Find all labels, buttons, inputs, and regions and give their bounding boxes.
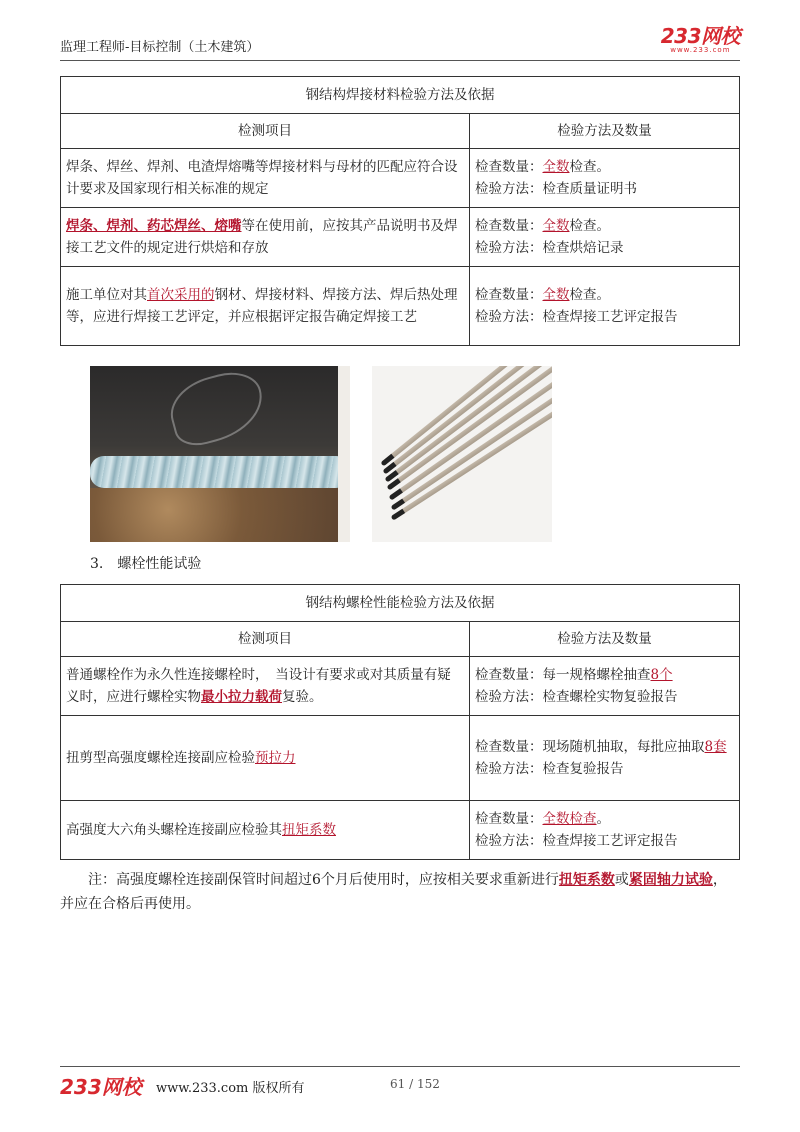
- photo-edge: [338, 366, 350, 542]
- column-header-item: 检测项目: [61, 114, 470, 149]
- method-cell: [470, 149, 740, 208]
- note-text: 注：高强度螺栓连接副保管时间超过6个月后使用时，应按相关要求重新进行: [88, 872, 559, 888]
- table-row: [61, 657, 740, 716]
- qty-label: 检查数量：: [475, 811, 543, 827]
- item-text: 焊条、焊丝、焊剂、电渣焊熔嘴等焊接材料与母材的匹配应符合设计要求及国家现行相关标准的规定: [66, 159, 458, 197]
- table-row: [61, 716, 740, 801]
- highlight-text: 8套: [704, 739, 727, 755]
- highlight-text: 首次采用的: [147, 287, 215, 303]
- table-row: [61, 267, 740, 346]
- rod-tip: [391, 509, 405, 521]
- highlight-text: 最小拉力载荷: [201, 689, 282, 705]
- qty-label: 检查数量：现场随机抽取，每批应抽取: [475, 739, 705, 755]
- chalk-mark: [163, 366, 270, 451]
- qty-label: 检查数量：: [475, 159, 543, 175]
- bolt-performance-table: [60, 584, 740, 860]
- item-text: 施工单位对其: [66, 287, 147, 303]
- item-text: 高强度大六角头螺栓连接副应检验其: [66, 822, 282, 838]
- highlight-text: 扭矩系数: [282, 822, 336, 838]
- method-text: 检验方法：检查螺栓实物复验报告: [475, 689, 678, 705]
- highlight-text: 全数: [542, 218, 570, 234]
- footer-logo: 233网校: [60, 1075, 142, 1099]
- copyright-text: www.233.com 版权所有: [156, 1081, 305, 1096]
- highlight-text: 预拉力: [255, 750, 296, 766]
- page-header: [60, 26, 740, 61]
- item-cell: [61, 657, 470, 716]
- qty-suffix: 。: [596, 811, 610, 827]
- item-cell: [61, 149, 470, 208]
- item-text: 扭剪型高强度螺栓连接副应检验: [66, 750, 255, 766]
- logo-url: www.233.com: [670, 46, 731, 54]
- qty-label: 检查数量：每一规格螺栓抽查: [475, 667, 651, 683]
- method-cell: [470, 657, 740, 716]
- section-heading: 3. 螺栓性能试验: [90, 556, 202, 572]
- highlight-text: 焊条、焊剂、药芯焊丝、熔嘴: [66, 218, 242, 234]
- logo-text: 233网校: [660, 24, 740, 48]
- column-header-item: 检测项目: [61, 622, 470, 657]
- rusty-plate: [90, 488, 350, 542]
- qty-suffix: 检查。: [569, 159, 610, 175]
- item-text: 复验。: [282, 689, 323, 705]
- item-cell: [61, 716, 470, 801]
- method-cell: [470, 801, 740, 860]
- table-caption: 钢结构螺栓性能检验方法及依据: [61, 585, 740, 622]
- method-cell: [470, 716, 740, 801]
- welding-materials-table: [60, 76, 740, 346]
- qty-label: 检查数量：: [475, 218, 543, 234]
- highlight-text: 紧固轴力试验: [628, 872, 713, 888]
- brand-logo: [661, 26, 740, 54]
- highlight-text: 全数: [542, 159, 570, 175]
- table-row: [61, 149, 740, 208]
- qty-suffix: 检查。: [569, 218, 610, 234]
- weld-bead: [90, 456, 350, 488]
- page-footer: [60, 1066, 740, 1101]
- qty-label: 检查数量：: [475, 287, 543, 303]
- method-cell: [470, 208, 740, 267]
- qty-suffix: 检查。: [569, 287, 610, 303]
- note-text: ，并应在合格后再使用。: [60, 872, 727, 912]
- method-text: 检验方法：检查复验报告: [475, 761, 624, 777]
- page-number: 61 / 152: [390, 1077, 440, 1091]
- highlight-text: 扭矩系数: [558, 872, 615, 888]
- note-text: 或: [614, 872, 629, 888]
- item-cell: [61, 801, 470, 860]
- welding-rods-photo: [372, 366, 552, 542]
- method-text: 检验方法：检查焊接工艺评定报告: [475, 309, 678, 325]
- highlight-text: 全数检查: [542, 811, 597, 827]
- method-text: 检验方法：检查焊接工艺评定报告: [475, 833, 678, 849]
- item-text: 等在使用前，应按其产品说明书及焊接工艺文件的规定进行烘焙和存放: [66, 218, 458, 256]
- item-text: 普通螺栓作为永久性连接螺栓时， 当设计有要求或对其质量有疑义时，应进行螺栓实物: [66, 667, 451, 705]
- item-cell: [61, 208, 470, 267]
- method-text: 检验方法：检查质量证明书: [475, 181, 637, 197]
- column-header-method: 检验方法及数量: [470, 114, 740, 149]
- note-paragraph: [60, 868, 740, 916]
- table-caption: 钢结构焊接材料检验方法及依据: [61, 77, 740, 114]
- table-row: [61, 208, 740, 267]
- method-cell: [470, 267, 740, 346]
- table-row: [61, 801, 740, 860]
- highlight-text: 全数: [542, 287, 570, 303]
- column-header-method: 检验方法及数量: [470, 622, 740, 657]
- header-title: 监理工程师-目标控制（土木建筑）: [60, 40, 260, 55]
- method-text: 检验方法：检查烘焙记录: [475, 240, 624, 256]
- highlight-text: 8个: [650, 667, 673, 683]
- weld-seam-photo: [90, 366, 350, 542]
- item-text: 钢材、焊接材料、焊接方法、焊后热处理等，应进行焊接工艺评定，并应根据评定报告确定焊接工艺: [66, 287, 458, 325]
- item-cell: [61, 267, 470, 346]
